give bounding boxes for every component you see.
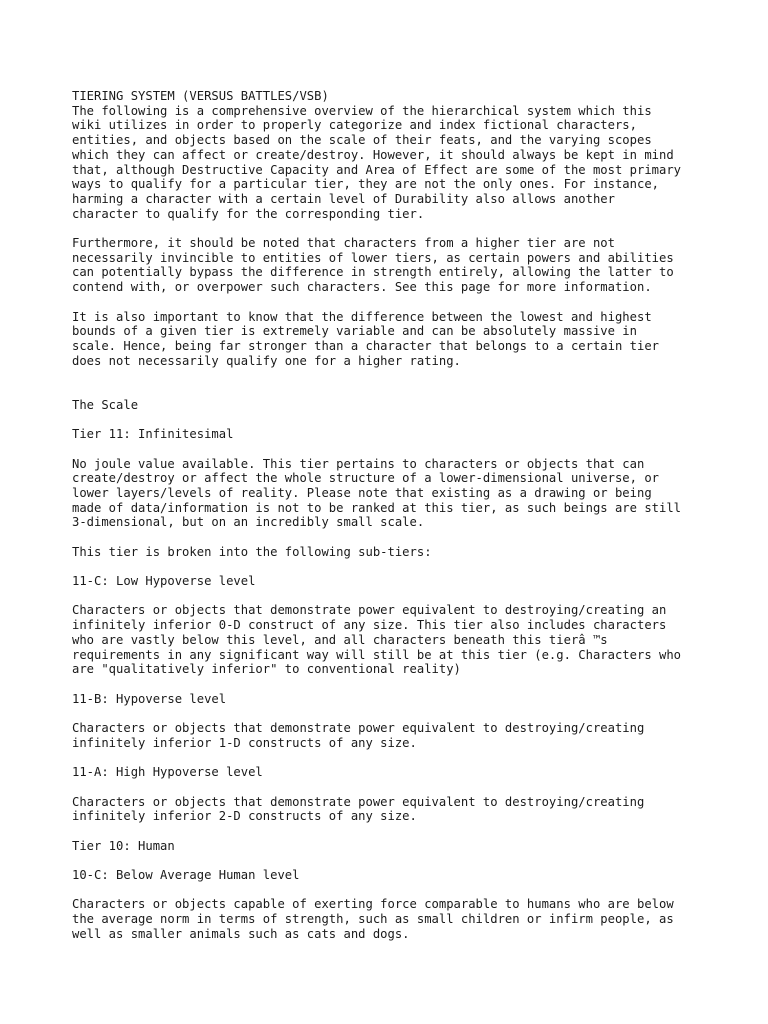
subtiers-intro: This tier is broken into the following sub-tiers: (72, 544, 432, 559)
intro-paragraph-2: Furthermore, it should be noted that characters from a higher tier are not necessarily invincible to entities of lower tiers, as certain powers and abilities can potentially bypass the difference in strength entirely, allowing the latter to contend with, or overpower such characters. See this page for more information. (72, 236, 674, 295)
tier-11b-description: Characters or objects that demonstrate power equivalent to destroying/creating infinitely inferior 1-D constructs of any size. (72, 721, 645, 750)
document-page (72, 89, 712, 942)
tier-11c-heading: 11-C: Low Hypoverse level (72, 574, 256, 589)
scale-heading: The Scale (72, 397, 139, 412)
tier-10-heading: Tier 10: Human (72, 838, 175, 853)
document-title: TIERING SYSTEM (VERSUS BATTLES/VSB) (72, 89, 329, 103)
tier-11a-heading: 11-A: High Hypoverse level (72, 765, 263, 780)
tier-11a-description: Characters or objects that demonstrate power equivalent to destroying/creating infinitely inferior 2-D constructs of any size. (72, 794, 645, 824)
intro-paragraph-3: It is also important to know that the difference between the lowest and highest bounds of a given tier is extremely variable and can be absolutely massive in scale. Hence, being far stronger than a character that belongs to a certain tier does not necessarily qualify one for a higher rating. (72, 309, 659, 368)
tier-10c-description: Characters or objects capable of exerting force comparable to humans who are below the average norm in terms of strength, such as small children or infirm people, as well as smaller animals such as cats and dogs. (72, 897, 674, 941)
tier-11c-description: Characters or objects that demonstrate power equivalent to destroying/creating an infinitely inferior 0-D construct of any size. This tier also includes characters who are vastly below this level, and all characters beneath this tierâ ™s requirements in any significant way will still be at this tier (e.g. Characters who are "qualitatively inferior" to conventional reality) (72, 603, 682, 677)
tier-11b-heading: 11-B: Hypoverse level (72, 691, 227, 706)
tier-10c-heading: 10-C: Below Average Human level (72, 868, 300, 883)
intro-paragraph-1: The following is a comprehensive overview of the hierarchical system which this wiki utilizes in order to properly categorize and index fictional characters, entities, and objects based on the scale of their feats, and the varying scopes which they can affect or create/destroy. However, it should always be kept in mind that, although Destructive Capacity and Area of Effect are some of the most primary ways to qualify for a particular tier, they are not the only ones. For instance, harming a character with a certain level of Durability also allows another character to qualify for the corresponding tier. (72, 103, 682, 221)
tier-11-description: No joule value available. This tier pertains to characters or objects that can create/destroy or affect the whole structure of a lower-dimensional universe, or lower layers/levels of reality. Please note that existing as a drawing or being made of data/information is not to be ranked at this tier, as such beings are still 3-dimensional, but on an incredibly small scale. (72, 456, 682, 530)
tier-11-heading: Tier 11: Infinitesimal (72, 427, 234, 442)
